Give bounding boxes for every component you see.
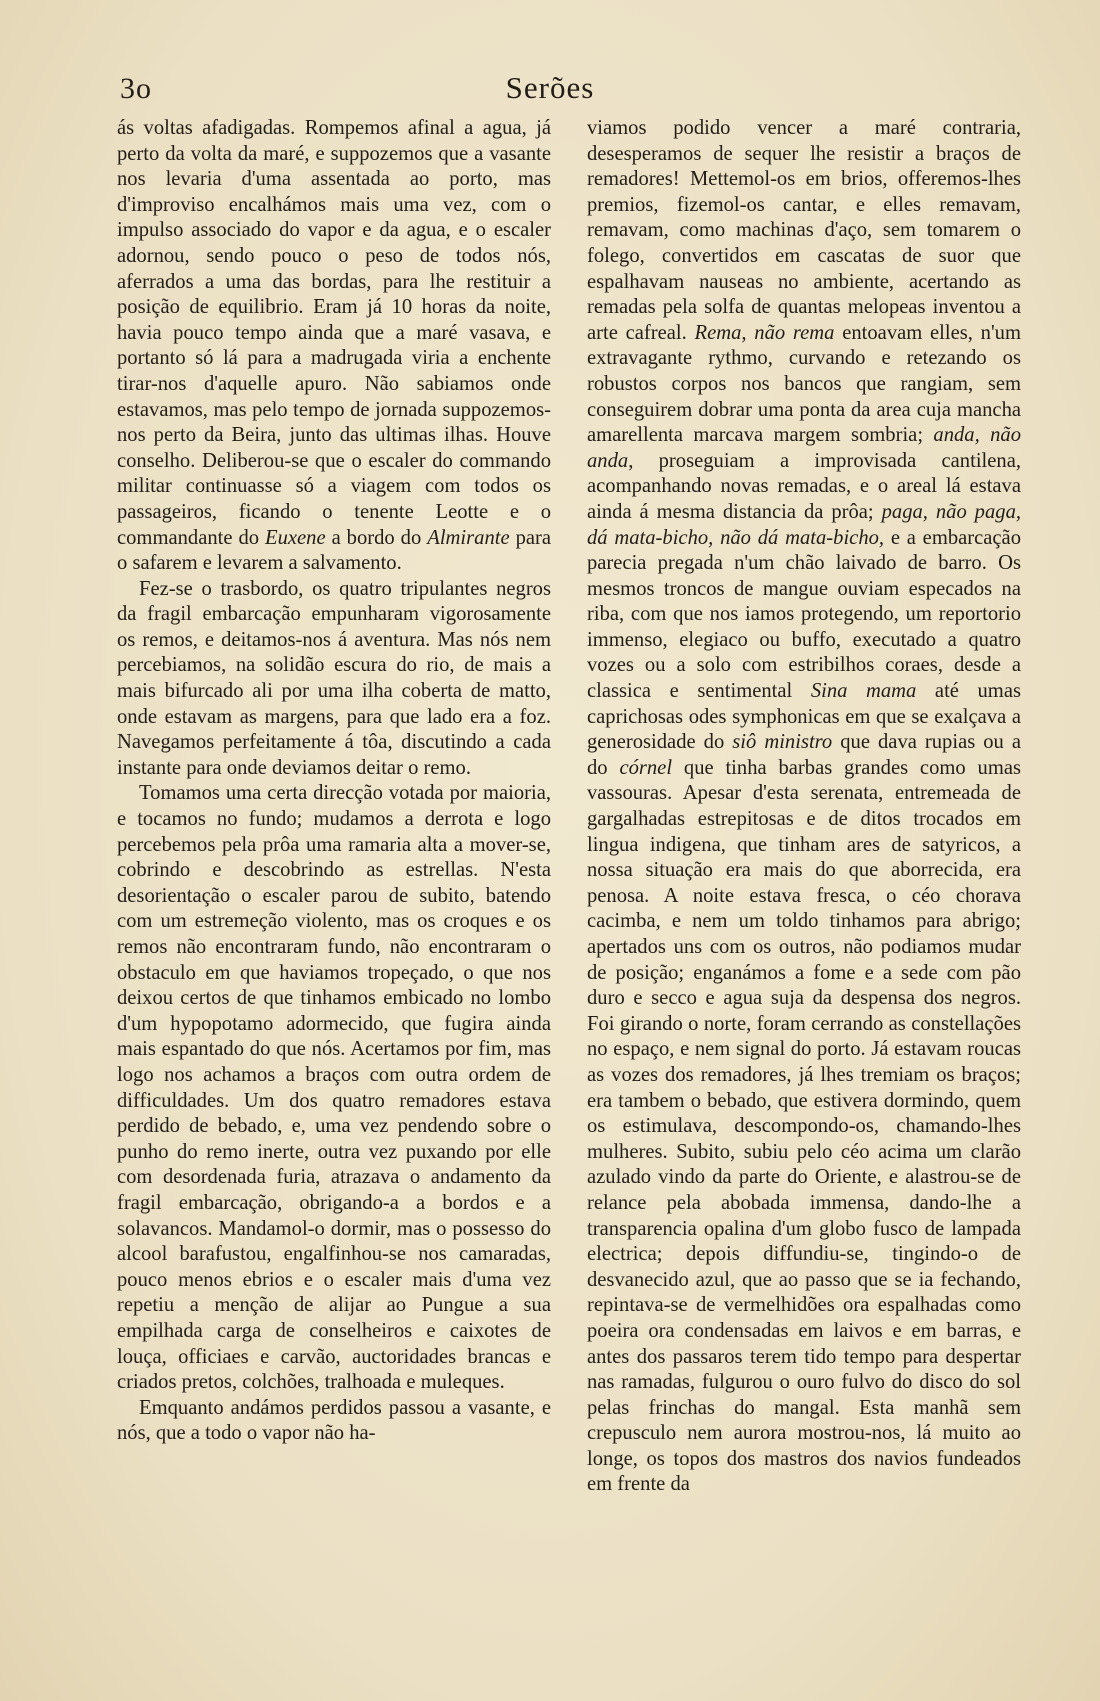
italic-text: córnel: [619, 756, 673, 779]
text-run: ás voltas afadigadas. Rompemos afinal a agua, já perto da volta da maré, e suppozemos que a vasante nos levaria d'uma assentada ao porto, mas d'improviso encalhámos mais uma vez, com o impulso associado do vapor e da agua, e o escaler adornou, sendo pouco o peso de todos nós, aferrados a uma das bordas, para lhe restituir a posição de equilibrio. Eram já 10 horas da noite, havia pouco tempo ainda que a maré vasava, e portanto só lá para a madrugada viria a enchente tirar-nos d'aquelle apuro. Não sabiamos onde estavamos, mas pelo tempo de jornada suppozemos-nos perto da Beira, junto das ultimas ilhas. Houve conselho. Deliberou-se que o escaler do commando militar continuasse só a viagem com todos os passageiros, ficando o tenente Leotte e o commandante do: [117, 117, 551, 549]
paragraph: [117, 781, 551, 1395]
page-number: 3o: [120, 72, 152, 105]
paragraph: [117, 1396, 551, 1447]
text-run: até umas caprichosas odes symphonicas em que se exalçava a generosidade do: [587, 680, 1021, 754]
italic-text: Rema, não rema: [694, 321, 835, 344]
text-run: a bordo do: [325, 526, 428, 549]
text-run: Emquanto andámos perdidos passou a vasante, e nós, que a todo o vapor não ha-: [117, 1396, 551, 1445]
paragraph: [117, 116, 551, 577]
text-run: que tinha barbas grandes como umas vassouras. Apesar d'esta serenata, entremeada de gargalhadas estrepitosas e de ditos trocados em lingua indigena, que tinham ares de satyricos, a nossa situação era mais do que aborrecida, era penosa. A noite estava fresca, o céo chorava cacimba, e nem um toldo tinhamos para abrigo; apertados uns com os outros, não podiamos mudar de posição; enganámos a fome e a sede com pão duro e secco e agua suja da despensa dos negros. Foi girando o norte, foram cerrando as constellações no espaço, e nem signal do porto. Já estavam roucas as vozes dos remadores, já lhes tremiam os braços; era tambem o bebado, que estivera dormindo, quem os estimulava, descompondo-os, chamando-lhes mulheres. Subito, subiu pelo céo acima um clarão azulado vindo da parte do Oriente, e alastrou-se de relance pela abobada immensa, dando-lhe a transparencia opalina d'um globo fusco de lampada electrica; depois diffundiu-se, tingindo-o de desvanecido azul, que ao passo que se ia fechando, repintava-se de vermelhidões ora espalhadas como poeira ora condensadas em laivos e em barras, e antes dos passaros terem tido tempo para despertar nas ramadas, fulgurou o ouro fulvo do disco do sol pelas frinchas do mangal. Esta manhã sem crepusculo nem aurora mostrou-nos, lá muito ao longe, os topos dos mastros dos navios fundeados em frente da: [587, 756, 1021, 1496]
left-column: [117, 116, 551, 1447]
text-run: que dava rupias ou a do: [587, 731, 1022, 779]
text-run: para o safarem e levarem a salvamento.: [117, 526, 551, 575]
text-run: viamos podido vencer a maré contraria, desesperamos de sequer lhe resistir a braços de remadores! Mettemol-os em brios, offeremos-lhes premios, fizemol-os cantar, e elles remavam, remavam, como machinas d'aço, sem tomarem o folego, convertidos em cascatas de suor que espalhavam nauseas no ambiente, acertando as remadas pela solfa de quantas melopeas inventou a arte cafreal.: [587, 117, 1021, 344]
running-title: Serões: [505, 70, 595, 105]
italic-text: anda, não anda: [587, 424, 1021, 472]
text-run: Tomamos uma certa direcção votada por maioria, e tocamos no fundo; mudamos a derrota e logo percebemos pela prôa uma ramaria alta a mover-se, cobrindo e descobrindo as estrellas. N'esta desorientação o escaler parou de subito, batendo com um estremeção violento, mas os croques e os remos não encontraram fundo, não encontraram o obstaculo em que haviamos tropeçado, o que nos deixou certos de que tinhamos embicado no lombo d'um hypopotamo adormecido, que fugira ainda mais espantado do que nós. Acertamos por fim, mas logo nos achamos a braços com outra ordem de difficuldades. Um dos quatro remadores estava perdido de bebado, e, uma vez pendendo sobre o punho do remo inerte, outra vez puxando por elle com desordenada furia, atrazava o andamento da fragil embarcação, obrigando-a a bordos e a solavancos. Mandamol-o dormir, mas o possesso do alcool barafustou, engalfinhou-se nos camaradas, pouco menos ebrios e o escaler mais d'uma vez repetiu a menção de alijar ao Pungue a sua empilhada carga de conselheiros e caixotes de louça, officiaes e carvão, auctoridades brancas e criados pretos, colchões, tralhoada e muleques.: [117, 782, 551, 1394]
text-run: Fez-se o trasbordo, os quatro tripulantes negros da fragil embarcação empunharam vigorosamente os remos, e deitamos-nos á aventura. Mas nós nem percebiamos, na solidão escura do rio, de mais a mais bifurcado ali por uma ilha coberta de matto, onde estavam as margens, para que lado era a foz. Navegamos perfeitamente á tôa, discutindo a cada instante para onde deviamos deitar o remo.: [117, 577, 551, 779]
italic-text: siô ministro: [732, 731, 833, 754]
text-run: , proseguiam a improvisada cantilena, acompanhando novas remadas, e o areal lá estava ainda á mesma distancia da prôa;: [587, 449, 1021, 523]
text-run: e a embarcação parecia pregada n'um chão laivado de barro. Os mesmos troncos de mangue ouviam especados na riba, com que nos iamos protegendo, um reportorio immenso, elegiaco ou buffo, executado a quatro vozes ou a solo com estribilhos coraes, desde a classica e sentimental: [587, 526, 1021, 703]
text-run: entoavam elles, n'um extravagante rythmo, curvando e retezando os robustos corpos nos bancos que rangiam, sem conseguirem dobrar uma ponta da area cuja mancha amarellenta marcava margem sombria;: [587, 321, 1021, 447]
italic-text: Sina mama: [810, 680, 917, 703]
right-column: [587, 116, 1021, 1498]
italic-text: Almirante: [427, 526, 510, 549]
paragraph: [587, 116, 1021, 1498]
paragraph: [117, 577, 551, 782]
italic-text: Euxene: [265, 526, 326, 549]
italic-text: paga, não paga, dá mata-bicho, não dá mata-bicho,: [587, 500, 1022, 549]
